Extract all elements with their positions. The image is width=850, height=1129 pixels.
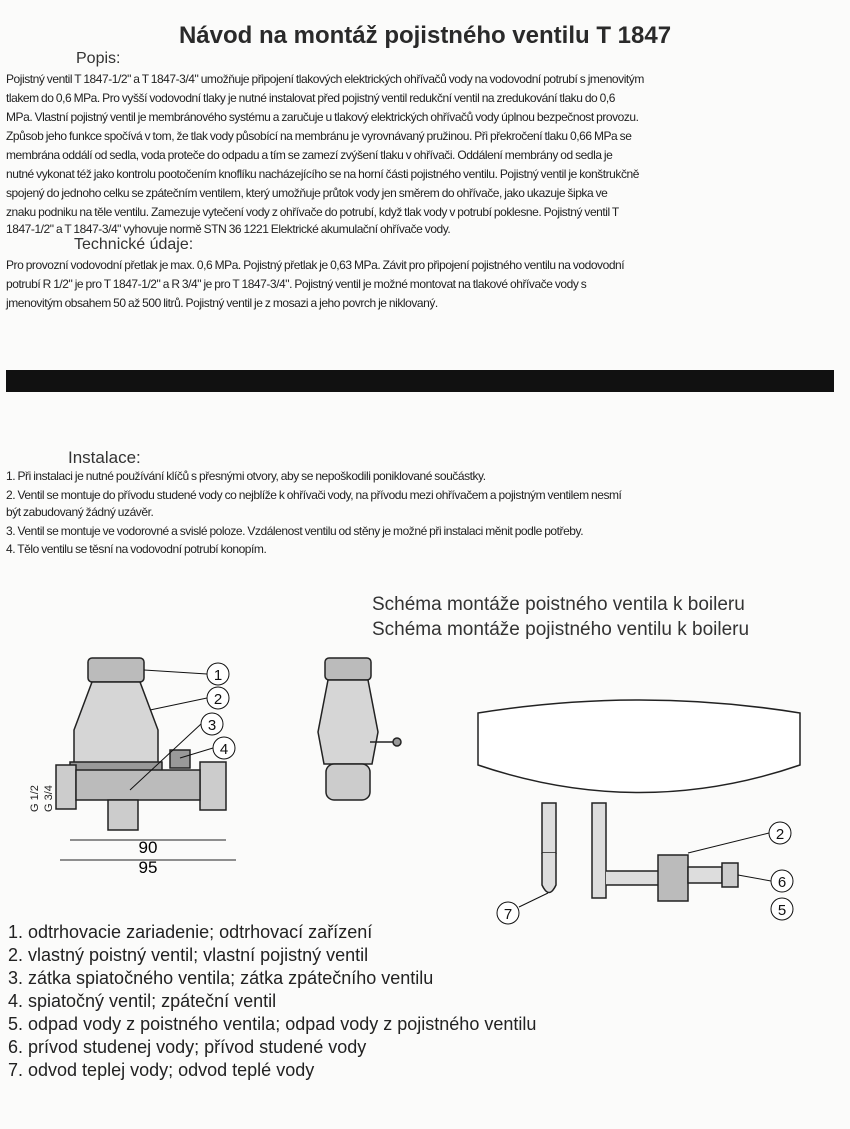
callout-2: 2 bbox=[213, 691, 223, 708]
legend-item: 5. odpad vody z poistného ventila; odpad vody z pojistného ventilu bbox=[8, 1014, 537, 1034]
callout-1: 1 bbox=[213, 667, 223, 684]
callout-7: 7 bbox=[503, 906, 513, 923]
legend-item: 1. odtrhovacie zariadenie; odtrhovací zařízení bbox=[8, 922, 373, 942]
technicke-heading: Technické údaje: bbox=[74, 236, 194, 253]
thread-label-g12: G 1/2 bbox=[29, 785, 41, 812]
schema-title-sk: Schéma montáže poistného ventila k boileru bbox=[372, 594, 745, 615]
popis-heading: Popis: bbox=[76, 50, 121, 67]
technicke-line: jmenovitým obsahem 50 až 500 litrů. Pojistný ventil je z mosazi a jeho povrch je niklovaný. bbox=[6, 296, 438, 310]
popis-line: Způsob jeho funkce spočívá v tom, že tlak vody působící na membránu je vyrovnávaný pružinou. Při překročení tlaku 0,66 MPa se bbox=[6, 129, 632, 143]
instalace-step: 3. Ventil se montuje ve vodorovné a svislé poloze. Vzdálenost ventilu od stěny je možné při instalaci měnit podle potřeby. bbox=[6, 524, 584, 538]
legend-item: 4. spiatočný ventil; zpáteční ventil bbox=[8, 991, 277, 1011]
popis-line: membrána oddálí od sedla, voda proteče do odpadu a tím se zamezí zvýšení tlaku v ohřívači. Oddálení membrány od sedla je bbox=[6, 148, 613, 162]
valve-front-diagram bbox=[14, 650, 270, 880]
instalace-heading: Instalace: bbox=[68, 448, 141, 467]
callout-5: 5 bbox=[777, 902, 787, 919]
document-title: Návod na montáž pojistného ventilu T 1847 bbox=[178, 22, 672, 49]
popis-line: nutné vykonat též jako kontrolu pootočením knoflíku nacházejícího se na horní části pojistného ventilu. Pojistný ventil je konštrukčně bbox=[6, 167, 639, 181]
popis-line: znaku podniku na těle ventilu. Zamezuje vytečení vody z ohřívače do potrubí, když tlak vody v potrubí poklesne. Pojistný ventil T bbox=[6, 205, 619, 219]
technicke-line: Pro provozní vodovodní přetlak je max. 0,6 MPa. Pojistný přetlak je 0,63 MPa. Závit pro připojení pojistného ventilu na vodovodní bbox=[6, 258, 625, 272]
callout-4: 4 bbox=[219, 741, 229, 758]
popis-line: Pojistný ventil T 1847-1/2" a T 1847-3/4" umožňuje připojení tlakových elektrických ohřívačů vody na vodovodní potrubí s jmenovitým bbox=[6, 72, 644, 86]
instalace-step: 2. Ventil se montuje do přívodu studené vody co nejblíže k ohřívači vody, na přívodu mezi ohřívačem a pojistným ventilem nesmí bbox=[6, 488, 622, 502]
popis-line: MPa. Vlastní pojistný ventil je membránového systému a zaručuje u tlakový elektrických ohřívačů vody úplnou bezpečnost provozu. bbox=[6, 110, 639, 124]
technicke-line: potrubí R 1/2" je pro T 1847-1/2" a R 3/4" je pro T 1847-3/4". Pojistný ventil je možné montovat na tlakové ohřívače vody s bbox=[6, 277, 587, 291]
instalace-step: být zabudovaný žádný uzávěr. bbox=[6, 505, 154, 519]
dimension-90: 90 bbox=[138, 838, 158, 857]
popis-line: spojený do jednoho celku se zpátečním ventilem, který umožňuje průtok vody jen směrem do ohřívače, jako ukazuje šipka ve bbox=[6, 186, 608, 200]
schema-title-cz: Schéma montáže pojistného ventilu k boileru bbox=[372, 619, 750, 640]
instalace-step: 4. Tělo ventilu se těsní na vodovodní potrubí konopím. bbox=[6, 542, 267, 556]
legend-item: 2. vlastný poistný ventil; vlastní pojistný ventil bbox=[8, 945, 369, 965]
legend-item: 7. odvod teplej vody; odvod teplé vody bbox=[8, 1060, 315, 1080]
thread-label-g34: G 3/4 bbox=[43, 785, 55, 812]
callout-3: 3 bbox=[207, 717, 217, 734]
dimension-95: 95 bbox=[138, 858, 158, 877]
valve-side-diagram bbox=[300, 652, 410, 812]
boiler-schema-diagram bbox=[460, 695, 820, 935]
callout-6: 6 bbox=[777, 874, 787, 891]
popis-line: 1847-1/2" a T 1847-3/4" vyhovuje normě STN 36 1221 Elektrické akumulační ohřívače vody. bbox=[6, 222, 451, 236]
legend-item: 3. zátka spiatočného ventila; zátka zpátečního ventilu bbox=[8, 968, 434, 988]
callout-2-schema: 2 bbox=[775, 826, 785, 843]
popis-line: tlakem do 0,6 MPa. Pro vyšší vodovodní tlaky je nutné instalovat před pojistný ventil redukční ventil na zredukování tlaku do 0,6 bbox=[6, 91, 615, 105]
black-divider-bar bbox=[6, 370, 834, 392]
instalace-step: 1. Při instalaci je nutné používání klíčů s přesnými otvory, aby se nepoškodili poniklované součástky. bbox=[6, 469, 486, 483]
legend-item: 6. prívod studenej vody; přívod studené vody bbox=[8, 1037, 367, 1057]
